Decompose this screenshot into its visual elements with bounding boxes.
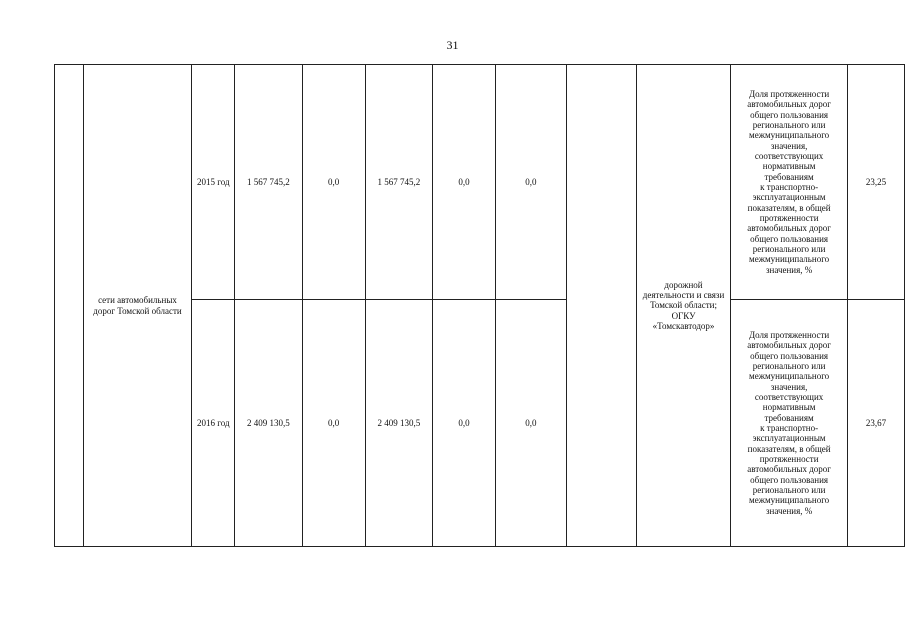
year-cell: 2015 год — [192, 65, 235, 300]
indicator-line: автомобильных дорог — [747, 464, 831, 475]
indicator-value-cell: 23,67 — [848, 300, 905, 547]
indicator-line: регионального или — [752, 485, 826, 496]
indicator-line: Доля протяженности — [748, 329, 830, 340]
indicator-line: автомобильных дорог — [747, 99, 831, 110]
indicator-line: межмуниципального — [749, 495, 830, 506]
indicator-line: нормативным — [762, 402, 816, 413]
indicator-line: соответствующих — [754, 391, 824, 402]
indicator-line: требованиям — [764, 171, 814, 182]
indicator-line: показателям, в общей — [747, 443, 831, 454]
indicator-line: к транспортно- — [760, 423, 819, 433]
budget-table — [54, 64, 905, 547]
executor-cell: дорожной деятельности и связи Томской области; ОГКУ «Томскавтодор» — [636, 65, 730, 547]
indicator-line: протяженности — [759, 213, 819, 224]
federal-budget-cell: 0,0 — [302, 300, 365, 547]
indicator-cell — [731, 65, 848, 300]
federal-budget-cell: 0,0 — [302, 65, 365, 300]
indicator-line: эксплуатационным — [752, 433, 826, 444]
indicator-line: регионального или — [752, 360, 826, 371]
indicator-line: показателям, в общей — [747, 202, 831, 213]
indicator-line: нормативным — [762, 161, 816, 172]
local-budget-cell: 0,0 — [432, 65, 495, 300]
other-sources-cell: 0,0 — [496, 300, 566, 547]
indicator-value-cell: 23,25 — [848, 65, 905, 300]
indicator-line: общего пользования — [750, 233, 829, 244]
indicator-line: межмуниципального — [749, 254, 830, 265]
indicator-line: соответствующих — [754, 150, 824, 161]
indicator-line: регионального или — [752, 244, 826, 255]
total-cell: 2 409 130,5 — [235, 300, 302, 547]
indicator-line: протяженности — [759, 454, 819, 465]
measure-name-cell: сети автомобильных дорог Томской области — [83, 65, 192, 547]
indicator-line: общего пользования — [750, 109, 829, 120]
indicator-line: межмуниципального — [749, 371, 830, 382]
indicator-line: регионального или — [752, 119, 826, 130]
table-row — [55, 65, 905, 300]
indicator-line: эксплуатационным — [752, 192, 826, 203]
year-cell: 2016 год — [192, 300, 235, 547]
total-cell: 1 567 745,2 — [235, 65, 302, 300]
blank-cell — [566, 65, 636, 547]
indicator-line: к транспортно- — [760, 182, 819, 192]
regional-budget-cell: 1 567 745,2 — [365, 65, 432, 300]
regional-budget-cell: 2 409 130,5 — [365, 300, 432, 547]
indicator-line: значения, % — [765, 264, 813, 275]
indicator-line: межмуниципального — [749, 130, 830, 141]
indicator-line: автомобильных дорог — [747, 340, 831, 351]
indicator-line: общего пользования — [750, 350, 829, 361]
indicator-line: значения, — [770, 140, 808, 151]
indicator-line: значения, — [770, 381, 808, 392]
other-sources-cell: 0,0 — [496, 65, 566, 300]
row-number-cell — [55, 65, 84, 547]
indicator-line: автомобильных дорог — [747, 223, 831, 234]
indicator-line: требованиям — [764, 412, 814, 423]
indicator-line: значения, % — [765, 505, 813, 516]
indicator-line: Доля протяженности — [748, 88, 830, 99]
indicator-cell — [731, 300, 848, 547]
indicator-line: общего пользования — [750, 474, 829, 485]
page-number: 31 — [446, 38, 459, 52]
local-budget-cell: 0,0 — [432, 300, 495, 547]
